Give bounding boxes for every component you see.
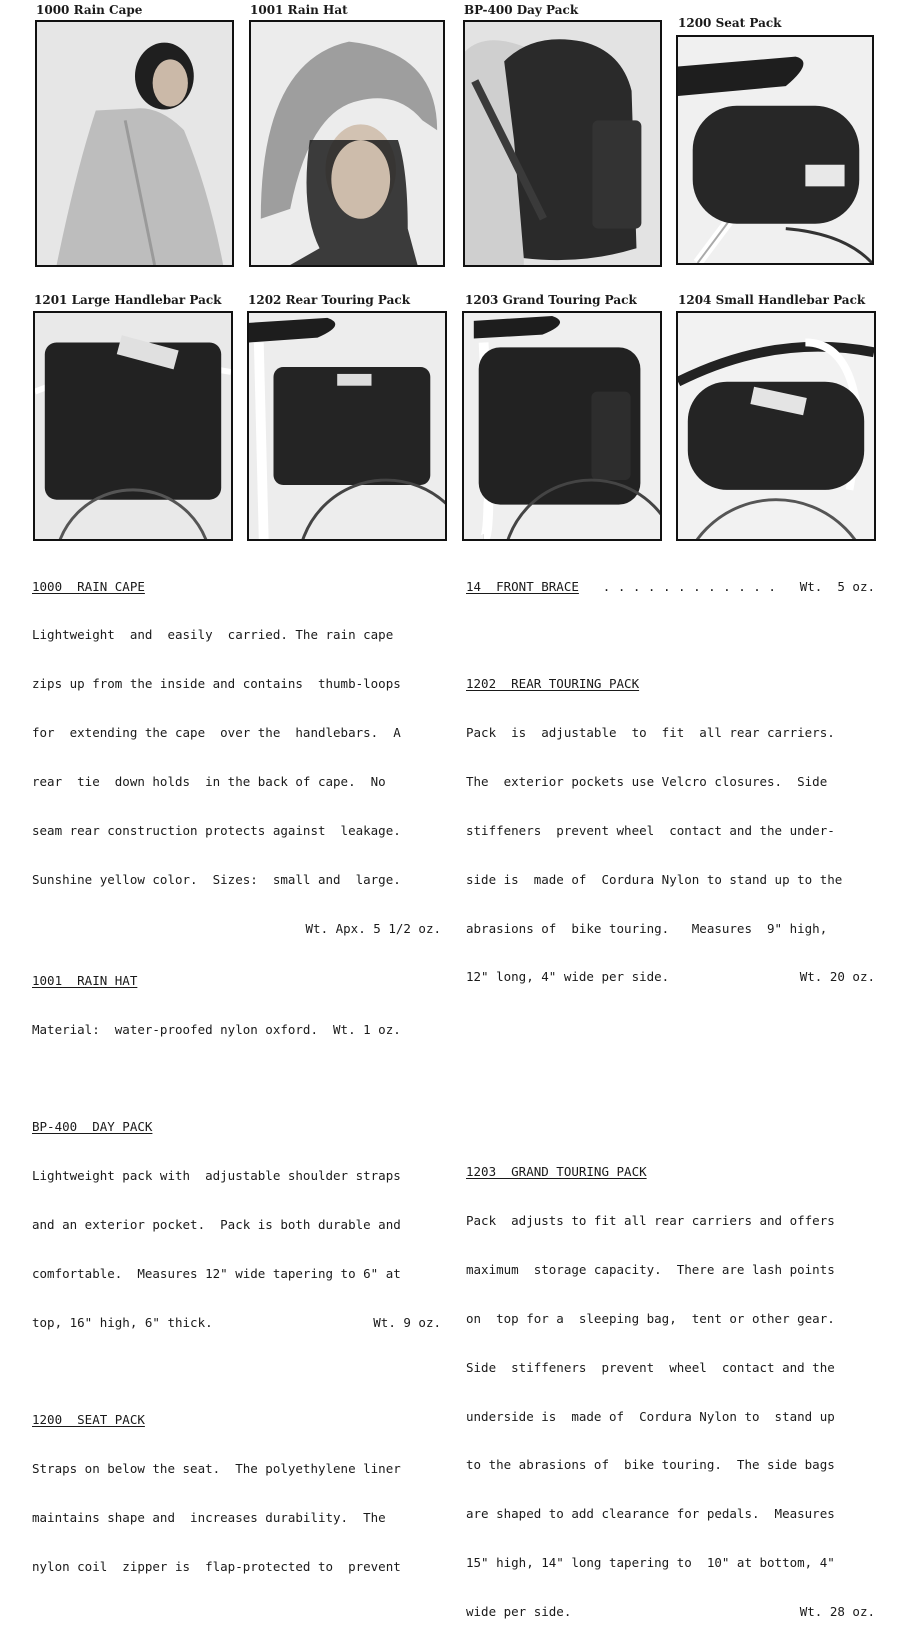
rear-touring-line: Pack is adjustable to fit all rear carriers. (466, 724, 835, 740)
caption-rain-cape: 1000 Rain Cape (36, 3, 143, 17)
rear-touring-weight: Wt. 20 oz. (799, 969, 875, 985)
grand-touring-line: Pack adjusts to fit all rear carriers and offers (466, 1212, 835, 1228)
left-text-column (32, 546, 441, 1591)
grand-touring-line: on top for a sleeping bag, tent or other gear. (466, 1310, 835, 1326)
caption-rain-hat: 1001 Rain Hat (250, 3, 348, 17)
grand-touring-heading: 1203 GRAND TOURING PACK (466, 1164, 647, 1180)
day-pack-line: and an exterior pocket. Pack is both durable and (32, 1216, 401, 1232)
front-brace-leader: . . . . . . . . . . . . (602, 578, 776, 594)
seat-pack-line: nylon coil zipper is flap-protected to prevent (32, 1558, 401, 1574)
rain-cape-photo (35, 20, 234, 267)
grand-touring-line: Side stiffeners prevent wheel contact and the (466, 1359, 835, 1375)
grand-touring-line: to the abrasions of bike touring. The side bags (466, 1457, 835, 1473)
rear-touring-line: The exterior pockets use Velcro closures. Side (466, 773, 828, 789)
seat-pack-line: Straps on below the seat. The polyethylene liner (32, 1461, 401, 1477)
day-pack-last-row (32, 1315, 441, 1331)
rear-touring-pack-photo (247, 311, 447, 541)
caption-seat-pack: 1200 Seat Pack (678, 16, 782, 30)
rain-cape-line: zips up from the inside and contains thumb-loops (32, 676, 401, 692)
caption-rear-touring: 1202 Rear Touring Pack (248, 293, 411, 307)
grand-touring-weight: Wt. 28 oz. (799, 1604, 875, 1620)
rain-hat-photo (249, 20, 445, 267)
rain-cape-line: Sunshine yellow color. Sizes: small and large. (32, 871, 401, 887)
day-pack-last-line: top, 16" high, 6" thick. (32, 1314, 213, 1330)
front-brace-weight: Wt. 5 oz. (799, 578, 875, 594)
front-brace-label: 14 FRONT BRACE (466, 578, 579, 594)
rear-touring-last-row (466, 969, 875, 985)
grand-touring-line: are shaped to add clearance for pedals. Measures (466, 1506, 835, 1522)
rear-touring-heading: 1202 REAR TOURING PACK (466, 676, 640, 692)
caption-large-handlebar: 1201 Large Handlebar Pack (34, 293, 222, 307)
rain-cape-line: rear tie down holds in the back of cape. No (32, 774, 386, 790)
grand-touring-line: underside is made of Cordura Nylon to stand up (466, 1408, 835, 1424)
rear-touring-line: stiffeners prevent wheel contact and the under- (466, 822, 835, 838)
grand-touring-pack-photo (462, 311, 662, 541)
seat-pack-photo (676, 35, 874, 265)
caption-small-handlebar: 1204 Small Handlebar Pack (678, 293, 866, 307)
day-pack-weight: Wt. 9 oz. (373, 1314, 441, 1330)
rain-cape-line: Lightweight and easily carried. The rain cape (32, 627, 394, 643)
large-handlebar-pack-photo (33, 311, 233, 541)
day-pack-line: comfortable. Measures 12" wide tapering to 6" at (32, 1265, 401, 1281)
rain-cape-line: for extending the cape over the handlebars. A (32, 725, 401, 741)
grand-touring-line: 15" high, 14" long tapering to 10" at bottom, 4" (466, 1555, 835, 1571)
rain-hat-line: Material: water-proofed nylon oxford. Wt. 1 oz. (32, 1021, 401, 1037)
rear-touring-last-line: 12" long, 4" wide per side. (466, 969, 670, 985)
rear-touring-line: abrasions of bike touring. Measures 9" high, (466, 920, 828, 936)
day-pack-heading: BP-400 DAY PACK (32, 1119, 153, 1135)
day-pack-photo (463, 20, 662, 267)
right-text-column (466, 546, 875, 1637)
grand-touring-line: maximum storage capacity. There are lash points (466, 1261, 835, 1277)
rain-cape-heading: 1000 RAIN CAPE (32, 578, 145, 594)
rain-hat-heading: 1001 RAIN HAT (32, 972, 138, 988)
rain-cape-weight: Wt. Apx. 5 1/2 oz. (305, 920, 441, 936)
grand-touring-last-line: wide per side. (466, 1604, 572, 1620)
rear-touring-line: side is made of Cordura Nylon to stand up to the (466, 871, 843, 887)
seat-pack-line: maintains shape and increases durability. The (32, 1509, 386, 1525)
grand-touring-last-row (466, 1604, 875, 1620)
day-pack-line: Lightweight pack with adjustable shoulder straps (32, 1167, 401, 1183)
front-brace-row (466, 579, 875, 595)
seat-pack-heading: 1200 SEAT PACK (32, 1412, 145, 1428)
caption-grand-touring: 1203 Grand Touring Pack (465, 293, 637, 307)
rain-cape-line: seam rear construction protects against leakage. (32, 823, 401, 839)
small-handlebar-pack-photo (676, 311, 876, 541)
caption-day-pack: BP-400 Day Pack (464, 3, 579, 17)
